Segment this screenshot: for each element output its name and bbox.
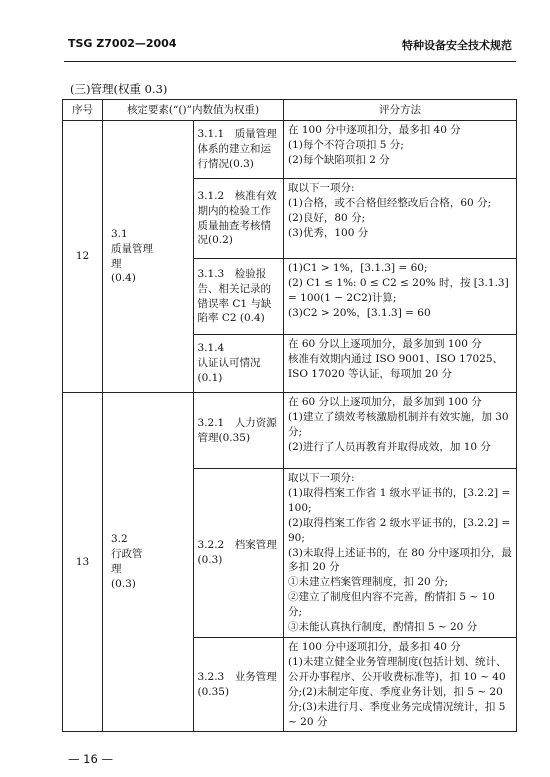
scoring-method-line: 取以下一项分: — [288, 472, 355, 484]
row-seq-number: 13 — [63, 393, 103, 732]
header-title: 特种设备安全技术规范 — [402, 39, 512, 52]
scoring-method-line: (3)C2 > 20%，[3.1.3] = 60 — [288, 306, 431, 319]
factor-level1 — [103, 121, 194, 393]
factor-level1-label: 3.2 行政管 理 (0.3) — [111, 533, 143, 591]
factor-level2: 3.2.3 业务管理(0.35) — [193, 637, 284, 731]
scoring-method-line: (1)建立了绩效考核激励机制并有效实施，加 30 分; — [288, 410, 509, 438]
table-body — [63, 121, 517, 732]
standard-code: TSG Z7002—2004 — [68, 37, 177, 50]
page-header — [68, 37, 512, 55]
scoring-method-line: ②建立了制度但内容不完善，酌情扣 5 ~ 10 分; — [288, 591, 495, 619]
scoring-method — [284, 637, 517, 731]
scoring-method-line: ③未能认真执行制度，酌情扣 5 ~ 20 分 — [288, 621, 478, 634]
scoring-method-line: ①未建立档案管理制度，扣 20 分; — [288, 576, 449, 589]
factor-level2: 3.2.2 档案管理(0.3) — [193, 469, 284, 638]
section-title: (三)管理(权重 0.3) — [70, 82, 168, 96]
scoring-method-line: 在 60 分以上逐项加分，最多加到 100 分 — [288, 338, 482, 350]
scoring-method-line: 核准有效期内通过 ISO 9001、ISO 17025、ISO 17020 等认证，每项加 20 分 — [288, 352, 504, 380]
scoring-method-line: (3)优秀，100 分 — [288, 226, 369, 239]
scoring-method-line: (1)合格，或不合格但经整改后合格，60 分; — [288, 196, 492, 209]
header-rule — [64, 61, 516, 62]
factor-level2: 3.1.1 质量管理体系的建立和运行情况(0.3) — [193, 121, 284, 179]
factor-level1-label: 3.1 质量管理 理 (0.4) — [111, 227, 153, 285]
factor-level2: 3.2.1 人力资源管理(0.35) — [193, 393, 284, 469]
column-header-factors: 核定要素(“()”内数值为权重) — [103, 100, 284, 121]
table-header-row — [63, 100, 517, 121]
page-number: — 16 — — [68, 752, 113, 766]
scoring-method-line: (2)进行了人员再教育并取得成效，加 10 分 — [288, 440, 491, 453]
factor-level2: 3.1.3 检验报告、相关记录的错误率 C1 与缺陷率 C2 (0.4) — [193, 259, 284, 335]
row-seq-number: 12 — [63, 121, 103, 393]
scoring-method-line: (1)C1 > 1%，[3.1.3] = 60; — [288, 262, 428, 274]
scoring-method — [284, 469, 517, 638]
scoring-method-line: 取以下一项分: — [288, 182, 355, 194]
factor-level1 — [103, 393, 194, 732]
scoring-method-line: (1)每个不符合项扣 5 分; — [288, 138, 404, 151]
column-header-method: 评分方法 — [284, 100, 517, 121]
table-row — [63, 393, 517, 469]
scoring-method-line: (2)取得档案工作省 2 级水平证书的，[3.2.2] = 90; — [288, 516, 511, 544]
scoring-method-line: (2)良好，80 分; — [288, 211, 366, 224]
scoring-method-line: (2)每个缺陷项扣 2 分 — [288, 153, 390, 166]
scoring-method-line: (2) C1 ≤ 1%: 0 ≤ C2 ≤ 20% 时，按 [3.1.3] = 100(1 − 2C2)计算; — [288, 276, 509, 304]
table-row — [63, 121, 517, 179]
scoring-method-line: (1)未建立健全业务管理制度(包括计划、统计、公开办事程序、公开收费标准等)，扣 10 ~ 40 分;(2)未制定年度、季度业务计划，扣 5 ~ 20 分;(3)未进行月、季度业务完成情况统计，扣 5 ~ 20 分 — [288, 655, 507, 728]
scoring-table — [62, 99, 517, 732]
factor-level2: 3.1.2 核准有效期内的检验工作质量抽查考核情况(0.2) — [193, 179, 284, 259]
scoring-method-line: (1)取得档案工作省 1 级水平证书的，[3.2.2] = 100; — [288, 486, 511, 514]
scoring-method-line: (3)未取得上述证书的，在 80 分中逐项扣分，最多扣 20 分 — [288, 546, 512, 574]
scoring-method — [284, 121, 517, 179]
scoring-method-line: 在 100 分中逐项扣分，最多扣 40 分 — [288, 124, 461, 136]
scoring-method — [284, 335, 517, 393]
scoring-method-line: 在 60 分以上逐项加分，最多加到 100 分 — [288, 396, 482, 408]
column-header-seq: 序号 — [63, 100, 103, 121]
scoring-method — [284, 393, 517, 469]
scoring-method-line: 在 100 分中逐项扣分，最多扣 40 分 — [288, 640, 461, 653]
scoring-method — [284, 179, 517, 259]
scoring-method — [284, 259, 517, 335]
factor-level2: 3.1.4 认证认可情况(0.1) — [193, 335, 284, 393]
